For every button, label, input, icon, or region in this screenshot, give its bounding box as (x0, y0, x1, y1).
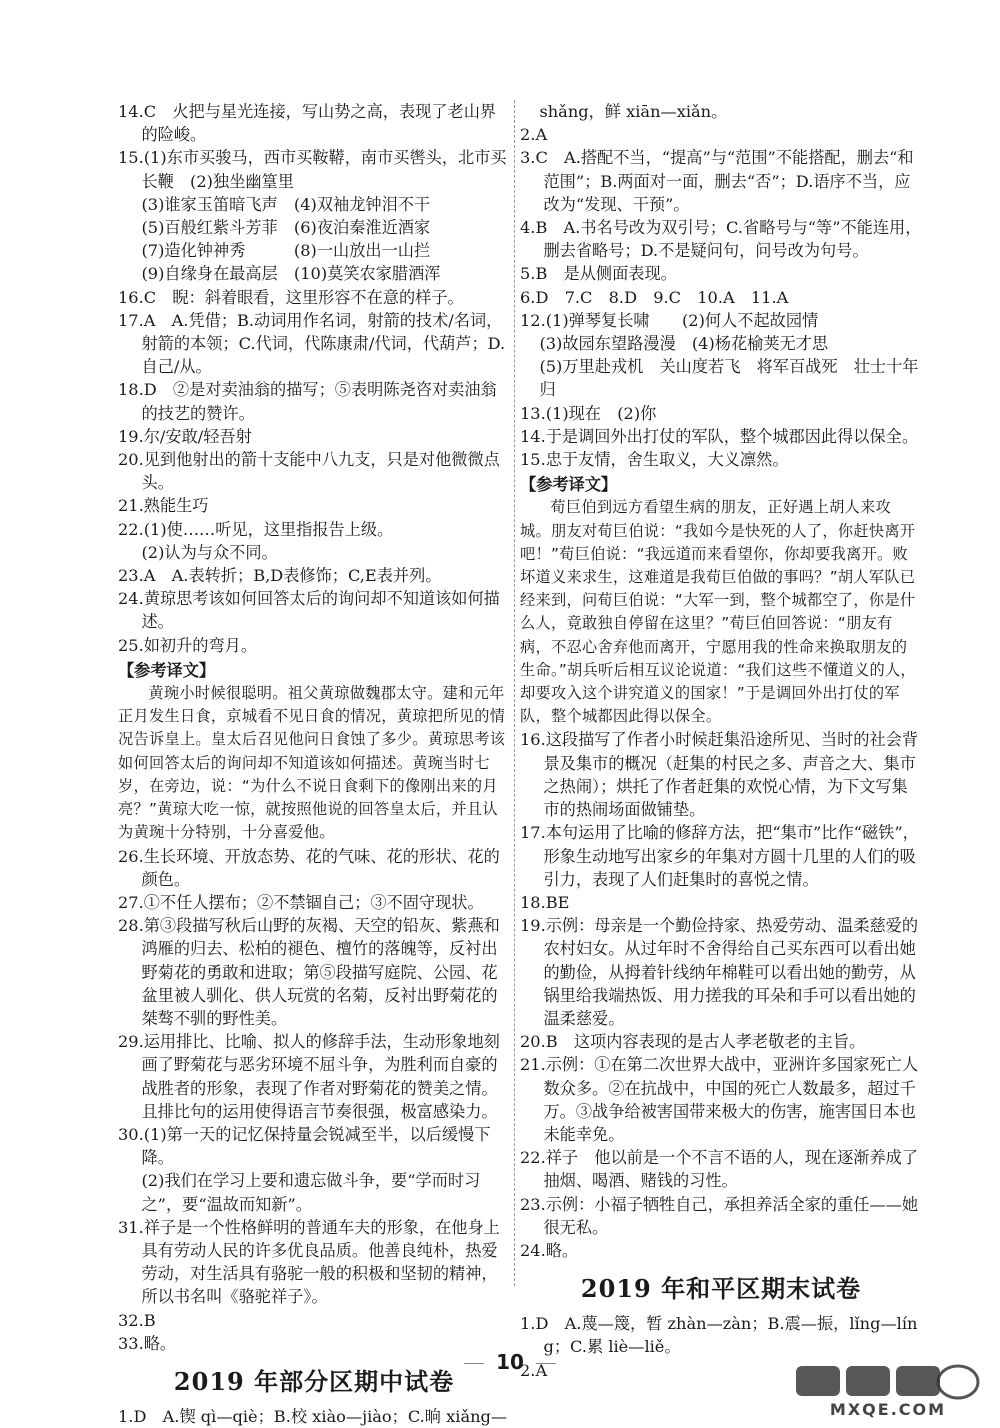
answer-continuation: (7)造化钟神秀 (8)一山放出一山拦 (141, 241, 431, 261)
answer-item: 1.D A.蔑—篾，暂 zhàn—zàn；B.震—振，lǐng—líng；C.累 liè—liě。 (520, 1314, 918, 1357)
answer-item: 33.略。 (118, 1333, 177, 1353)
answer-item: 24.黄琼思考该如何回答太后的询问却不知道该如何描述。 (118, 589, 500, 632)
answer-item: 6.D 7.C 8.D 9.C 10.A 11.A (520, 287, 789, 307)
answer-item: 19.示例：母亲是一个勤俭持家、热爱劳动、温柔慈爱的农村妇女。从过年时不舍得给自己买东西可以看出她的勤俭，从拇着针线纳年棉鞋可以看出她的勤劳，从锅里给我端热饭、用力搓我的耳朵和手可以看出她的温柔慈爱。 (520, 916, 919, 1028)
answer-item: 12.(1)弹琴复长啸 (2)何人不起故园情 (520, 310, 819, 330)
answer-item: 16.这段描写了作者小时候赶集沿途所见、当时的社会背景及集市的概况（赶集的村民之多、声音之大、集市之热闹）；烘托了作者赶集的欢悦心情，为下文写集市的热闹场面做铺垫。 (520, 730, 919, 820)
answer-item: 24.略。 (520, 1240, 579, 1260)
answer-item: 2.A (520, 1360, 548, 1380)
reference-translation-heading: 【参考译文】 (520, 475, 618, 495)
answer-item: 19.尔/安敢/轻吾射 (118, 426, 252, 446)
page-number: 10 (470, 1350, 550, 1374)
reference-translation-paragraph: 荀巨伯到远方看望生病的朋友，正好遇上胡人来攻城。朋友对荀巨伯说：“我如今是快死的人了，你赶快离开吧！”荀巨伯说：“我远道而来看望你，你却要我离开。败坏道义来求生，这难道是我荀巨伯做的事吗？”胡人军队已经来到，问荀巨伯说：“大军一到，整个城都空了，你是什么人，竟敢独自停留在这里？”荀巨伯回答说：“朋友有病，不忍心舍弃他而离开，宁愿用我的性命来换取朋友的生命。”胡兵听后相互议论说道：“我们这些不懂道义的人，却要攻入这个讲究道义的国家！”于是调回外出打仗的军队，整个城都因此得以保全。 (520, 498, 916, 726)
answer-item: 13.(1)现在 (2)你 (520, 403, 657, 423)
answer-item: 14.C 火把与星光连接，写山势之高，表现了老山界的险峻。 (118, 102, 497, 145)
answer-item: 20.见到他射出的箭十支能中八九支，只是对他微微点头。 (118, 450, 500, 493)
answer-continuation: (3)故园东望路漫漫 (4)杨花榆荚无才思 (539, 334, 829, 354)
answer-item: 14.于是调回外出打仗的军队，整个城郡因此得以保全。 (520, 426, 919, 446)
answer-continuation: (9)自缘身在最高层 (10)莫笑农家腊酒浑 (141, 264, 441, 284)
answer-item: 25.如初升的弯月。 (118, 635, 258, 655)
answer-item: 23.A A.表转折；B,D表修饰；C,E表并列。 (118, 566, 442, 586)
answer-item: 5.B 是从侧面表现。 (520, 264, 677, 284)
reference-translation-heading: 【参考译文】 (118, 660, 216, 680)
answer-item: 4.B A.书名号改为双引号；C.省略号与“等”不能连用，删去省略号；D.不是疑问句，问号改为句号。 (520, 218, 922, 261)
answer-continuation: (5)百般红紫斗芳菲 (6)夜泊秦淮近酒家 (141, 218, 431, 238)
answer-item: 1.D A.锲 qì—qiè；B.校 xiào—jiào；C.晌 xiǎng— (118, 1406, 508, 1426)
answer-item: 23.示例：小福子牺牲自己，承担养活全家的重任——她很无私。 (520, 1194, 919, 1237)
answer-continuation: (2)认为与众不同。 (141, 542, 278, 562)
left-column (118, 100, 510, 1428)
answer-item: 21.示例：①在第二次世界大战中，亚洲许多国家死亡人数众多。②在抗战中，中国的死亡人数最多，超过千万。③战争给被害国带来极大的伤害，施害国日本也未能幸免。 (520, 1055, 919, 1144)
answer-item: 20.B 这项内容表现的是古人孝老敬老的主旨。 (520, 1032, 866, 1052)
answer-item: 2.A (520, 125, 548, 145)
answer-item: 18.BE (520, 892, 570, 912)
column-divider (514, 100, 515, 1286)
answer-item: 32.B (118, 1310, 156, 1330)
answer-continuation: (3)谁家玉笛暗飞声 (4)双袖龙钟泪不干 (141, 194, 431, 214)
answer-continuation: (2)我们在学习上要和遗忘做斗争，要“学而时习之”，要“温故而知新”。 (141, 1171, 481, 1214)
answer-item: 27.①不任人摆布；②不禁锢自己；③不固守现状。 (118, 892, 484, 912)
answer-item: 22.(1)使……听见，这里指报告上级。 (118, 519, 394, 539)
answer-item: 15.忠于友情，舍生取义，大义凛然。 (520, 450, 789, 470)
answer-item: 31.祥子是一个性格鲜明的普通车夫的形象，在他身上具有劳动人民的许多优良品质。他善良纯朴，热爱劳动，对生活具有骆驼一般的积极和坚韧的精神，所以书名叫《骆驼祥子》。 (118, 1217, 500, 1307)
answer-item: 30.(1)第一天的记忆保持量会锐减至半，以后缓慢下降。 (118, 1124, 491, 1168)
right-column (520, 100, 922, 1382)
answer-item: 16.C 睨：斜着眼看，这里形容不在意的样子。 (118, 287, 464, 307)
watermark-url: MXQE.COM (829, 1400, 947, 1418)
answer-item: 18.D ②是对卖油翁的描写；⑤表明陈尧咨对卖油翁的技艺的赞许。 (118, 380, 497, 423)
section-title: 2019 年部分区期中试卷 (173, 1366, 455, 1396)
answer-item: 22.祥子 他以前是一个不言不语的人，现在逐渐养成了抽烟、喝酒、赌钱的习性。 (520, 1148, 919, 1191)
answer-item: 15.(1)东市买骏马，西市买鞍鞯，南市买辔头，北市买长鞭 (2)独坐幽篁里 (118, 148, 507, 191)
answer-item: 28.第③段描写秋后山野的灰褐、天空的铅灰、紫燕和鸿雁的归去、松柏的褪色、檀竹的落魄等，反衬出野菊花的勇敢和进取；第⑤段描写庭院、公园、花盆里被人驯化、供人玩赏的名菊，反衬出野菊花的桀骜不驯的野性美。 (118, 916, 500, 1028)
answer-continuation: (5)万里赴戎机 关山度若飞 将军百战死 壮士十年归 (539, 357, 919, 400)
answer-item: 3.C A.搭配不当，“提高”与“范围”不能搭配，删去“和范围”；B.两面对一面，删去“否”；D.语序不当，应改为“发现、干预”。 (520, 148, 914, 214)
answer-item: 29.运用排比、比喻、拟人的修辞手法，生动形象地刻画了野菊花与恶劣环境不屈斗争，为胜利而自豪的战胜者的形象，表现了作者对野菊花的赞美之情。且排比句的运用使得语言节奏很强，极富感染力。 (118, 1032, 500, 1121)
section-title: 2019 年和平区期末试卷 (580, 1274, 862, 1304)
answer-item: 17.A A.凭借；B.动词用作名词，射箭的技术/名词，射箭的本领；C.代词，代陈康肃/代词，代葫芦；D.自己/从。 (118, 310, 506, 377)
answer-item: 17.本句运用了比喻的修辞方法，把“集市”比作“磁铁”，形象生动地写出家乡的年集对方圆十几里的人们的吸引力，表现了人们赶集时的喜悦之情。 (520, 823, 919, 889)
answer-item: 26.生长环境、开放态势、花的气味、花的形状、花的颜色。 (118, 846, 500, 889)
answer-continuation: shǎng，鲜 xiān—xiǎn。 (539, 102, 728, 121)
watermark-logo (788, 1360, 984, 1418)
answer-item: 21.熟能生巧 (118, 496, 209, 516)
reference-translation-paragraph: 黄琬小时候很聪明。祖父黄琼做魏郡太守。建和元年正月发生日食，京城看不见日食的情况，黄琼把所见的情况告诉皇上。皇太后召见他问日食蚀了多少。黄琼思考该如何回答太后的询问却不知道该如何描述。黄琬当时七岁，在旁边，说：“为什么不说日食剩下的像刚出来的月亮？”黄琼大吃一惊，就按照他说的回答皇太后，并且认为黄琬十分特别，十分喜爱他。 (118, 684, 506, 842)
